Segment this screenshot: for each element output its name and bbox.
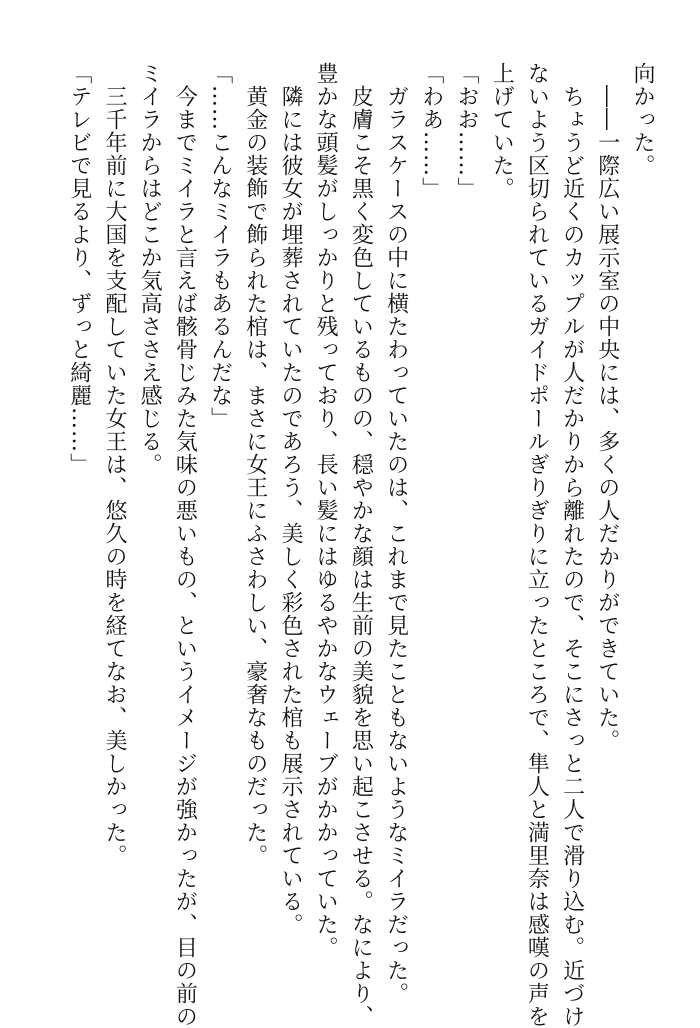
text-line: ――一際広い展示室の中央には、多くの人だかりができていた。: [594, 62, 620, 752]
vertical-text-body: [62, 62, 660, 1028]
text-line: ガラスケースの中に横たわっていたのは、これまで見たこともないようなミイラだった。: [383, 62, 409, 1005]
text-line: 「テレビで見るより、ずっと綺麗……」: [66, 62, 92, 476]
text-line: 上げていた。: [489, 62, 515, 200]
text-line: 黄金の装飾で飾られた棺は、まさに女王にふさわしい、豪奢なものだった。: [242, 62, 268, 867]
text-line: 隣には彼女が埋葬されていたのであろう、美しく彩色された棺も展示されている。: [277, 62, 303, 936]
text-line: 「おお……」: [453, 62, 479, 200]
text-line: 「……こんなミイラもあるんだな」: [207, 62, 233, 430]
text-line: 豊かな頭髪がしっかりと残っており、長い髪にはゆるやかなウェーブがかかっていた。: [313, 62, 339, 959]
text-line: 皮膚こそ黒く変色しているものの、穏やかな顔は生前の美貌を思い起こさせる。なにより、: [348, 62, 374, 1028]
text-line: 今までミイラと言えば骸骨じみた気味の悪いもの、というイメージが強かったが、目の前の: [172, 62, 198, 1028]
text-line: ないよう区切られているガイドポールぎりぎりに立ったところで、隼人と満里奈は感嘆の声を: [524, 62, 550, 1028]
text-line: 「わあ……」: [418, 62, 444, 200]
text-line: ミイラからはどこか気高ささえ感じる。: [137, 62, 163, 476]
text-line: 三千年前に大国を支配していた女王は、悠久の時を経てなお、美しかった。: [101, 62, 127, 867]
text-line: ちょうど近くのカップルが人だかりから離れたので、そこにさっと二人で滑り込む。近づけ: [559, 62, 585, 1028]
text-line: 向かった。: [630, 62, 655, 177]
